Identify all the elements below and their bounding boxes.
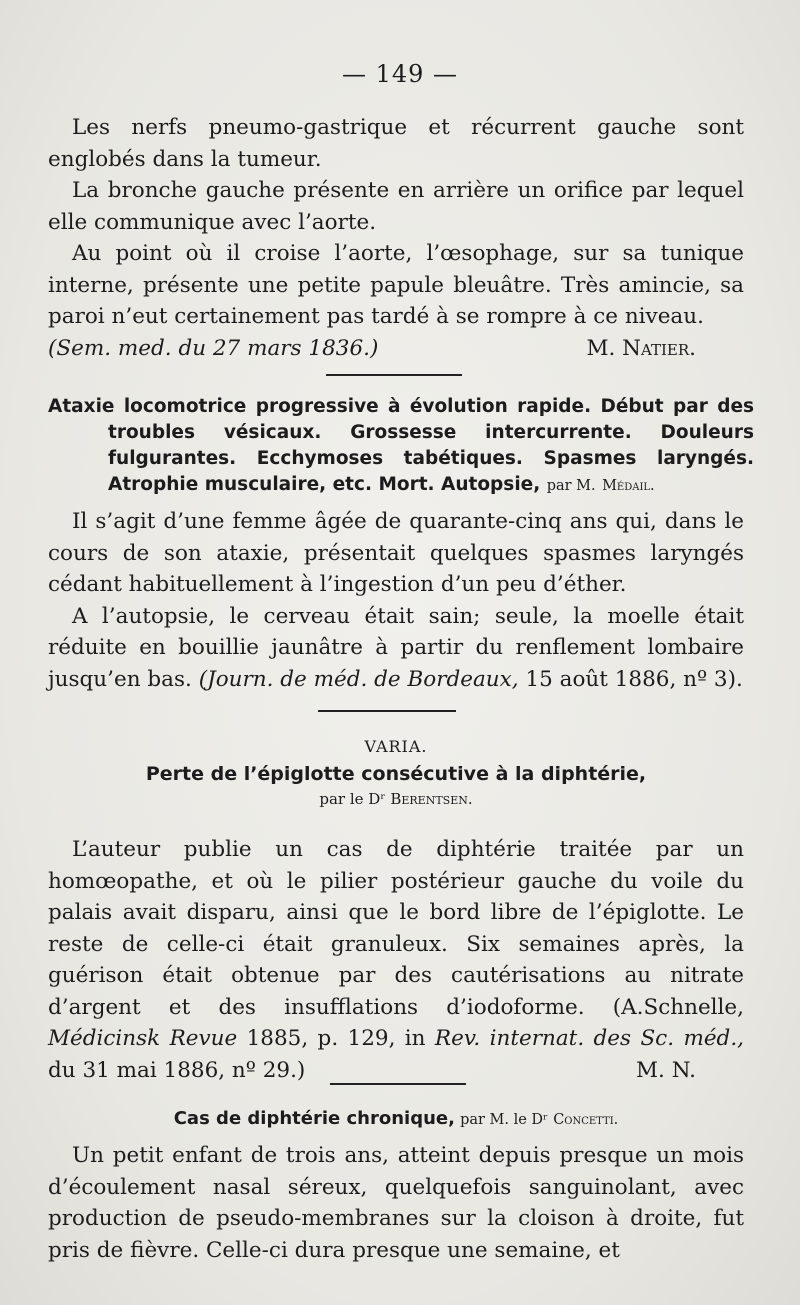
divider <box>318 710 456 712</box>
varia-body <box>48 834 744 1086</box>
paragraph: La bronche gauche présente en arrière un orifice par lequel elle communique avec l’aorte. <box>48 178 744 235</box>
section-heading: VARIA. <box>364 737 428 756</box>
author: Médail. <box>602 478 655 494</box>
article-title: Ataxie locomotrice progressive à évolution rapide. Début par des troubles vésicaux. Grossesse intercurrente. Douleurs fulgurantes. Ecchymoses tabétiques. Spasmes laryngés. Atrophie musculaire, etc. Mort. Autopsie, par M. Médail. <box>48 396 754 495</box>
byline: par le Dʳ Berentsen. <box>319 790 473 808</box>
article-title: Perte de l’épiglotte consécutive à la diphtérie, <box>145 763 647 785</box>
citation: (Sem. med. du 27 mars 1836.) <box>48 335 379 361</box>
article-diphterie <box>48 1106 744 1266</box>
divider <box>330 1083 466 1085</box>
signature: M. Natier. <box>586 335 696 361</box>
paragraph: Les nerfs pneumo-gastrique et récurrent gauche sont englobés dans la tumeur. <box>48 115 744 172</box>
author: Berentsen. <box>390 790 473 808</box>
article-title-line: Cas de diphtérie chronique, par M. le Dʳ Concetti. <box>173 1108 619 1129</box>
varia-section <box>48 734 744 810</box>
citation-line <box>48 333 744 365</box>
author: Concetti. <box>553 1112 619 1128</box>
divider <box>326 374 462 376</box>
paragraph: Un petit enfant de trois ans, atteint depuis presque un mois d’écoulement nasal séreux, quelquefois sanguinolant, avec production de pseudo-membranes sur la cloison à droite, fut pris de fièvre. Celle-ci dura presque une semaine, et <box>48 1143 744 1263</box>
signature: M. N. <box>636 1057 696 1083</box>
article-ataxie-body <box>48 506 744 695</box>
article-title: Cas de diphtérie chronique, <box>173 1108 455 1129</box>
page-number: — 149 — <box>341 60 459 88</box>
paragraph: Il s’agit d’une femme âgée de quarante-cinq ans qui, dans le cours de son ataxie, présentait quelques spasmes laryngés cédant habituellement à l’ingestion d’un peu d’éther. <box>48 509 744 597</box>
article-ataxie <box>48 394 754 499</box>
paragraph: Au point où il croise l’aorte, l’œsophage, sur sa tunique interne, présente une petite papule bleuâtre. Très amincie, sa paroi n’eut certainement pas tardé à se rompre à ce niveau. <box>48 241 744 329</box>
paragraph: A l’autopsie, le cerveau était sain; seule, la moelle était réduite en bouillie jaunâtre à partir du renflement lombaire jusqu’en bas. (Journ. de méd. de Bordeaux, 15 août 1886, nº 3). <box>48 603 744 692</box>
section-continuation <box>48 112 744 364</box>
paragraph: L’auteur publie un cas de diphtérie traitée par un homœopathe, et où le pilier postérieur gauche du voile du palais avait disparu, ainsi que le bord libre de l’épiglotte. Le reste de celle-ci était granuleux. Six semaines après, la guérison était obtenue par des cautérisations au nitrate d’argent et des insufflations d’iodoforme. (A.Schnelle, Médicinsk Revue 1885, p. 129, in Rev. internat. des Sc. méd., du 31 mai 1886, nº 29.) <box>48 837 744 1083</box>
